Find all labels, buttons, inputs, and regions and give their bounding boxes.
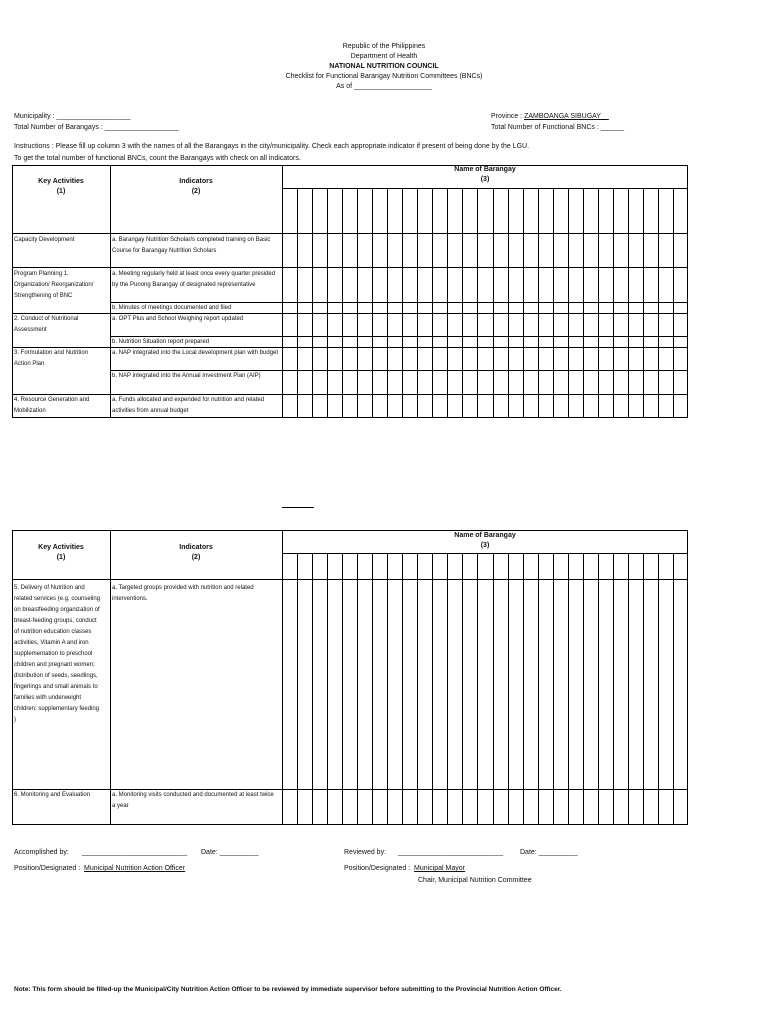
position-label-1: Position/Designated : Municipal Nutrition Action Officer xyxy=(14,865,186,872)
functional-bncs-field[interactable]: Total Number of Functional BNCs : ______ xyxy=(491,124,625,131)
separator-line xyxy=(282,507,314,508)
position-label-2: Position/Designated : Municipal Mayor xyxy=(344,865,466,872)
indicator-nap-aip: b. NAP integrated into the Annual Investment Plan (AIP) xyxy=(112,373,261,379)
barangay-column-divider xyxy=(372,188,373,418)
barangay-column-divider xyxy=(643,553,644,825)
barangay-column-divider xyxy=(387,553,388,825)
checklist-table-2 xyxy=(12,530,688,825)
activity-program-planning: Program Planning 1. Organization/ Reorganization/ Strengthening of BNC xyxy=(14,271,94,299)
key-activities-header-2: Key Activities (1) xyxy=(38,544,84,561)
barangay-column-divider xyxy=(297,188,298,418)
barangay-column-divider xyxy=(327,188,328,418)
barangay-column-divider xyxy=(598,188,599,418)
barangay-column-divider xyxy=(538,188,539,418)
barangay-column-divider xyxy=(447,553,448,825)
barangay-column-divider xyxy=(643,188,644,418)
barangay-column-divider xyxy=(613,188,614,418)
barangay-column-divider xyxy=(538,553,539,825)
position-value-2: Municipal Mayor xyxy=(414,865,466,872)
barangay-column-divider xyxy=(523,188,524,418)
indicators-header-2: Indicators (2) xyxy=(179,544,213,561)
barangay-column-divider xyxy=(387,188,388,418)
barangay-column-divider xyxy=(508,553,509,825)
barangay-column-divider xyxy=(342,188,343,418)
barangay-column-divider xyxy=(417,553,418,825)
activity-nutritional-assessment: 2. Conduct of Nutritional Assessment xyxy=(14,316,79,333)
barangay-column-divider xyxy=(583,188,584,418)
header-form-title: Checklist for Functional Barangay Nutrition Committees (BNCs) xyxy=(285,73,483,80)
barangay-column-divider xyxy=(447,188,448,418)
barangay-column-divider xyxy=(553,188,554,418)
barangay-column-divider xyxy=(568,553,569,825)
date-field-2[interactable]: Date: __________ xyxy=(520,849,578,856)
header-republic: Republic of the Philippines xyxy=(342,43,426,50)
indicator-bns-training: a. Barangay Nutrition Scholar/s completed training on Basic Course for Barangay Nutrition Scholars xyxy=(112,237,271,254)
barangay-column-divider xyxy=(357,188,358,418)
barangay-column-divider xyxy=(462,188,463,418)
header-block xyxy=(0,42,768,92)
position-sub-2: Chair, Municipal Nutrition Committee xyxy=(418,877,532,884)
barangay-column-divider xyxy=(628,188,629,418)
barangay-column-divider xyxy=(613,553,614,825)
reviewed-by-line[interactable]: ___________________________ xyxy=(398,849,504,856)
barangay-column-divider xyxy=(553,553,554,825)
barangay-column-divider xyxy=(402,188,403,418)
barangay-column-divider xyxy=(658,188,659,418)
indicators-header: Indicators (2) xyxy=(179,178,213,195)
indicator-situation-report: b. Nutrition Situation report prepared xyxy=(112,339,210,345)
barangay-column-divider xyxy=(402,553,403,825)
instructions-line-2: To get the total number of functional BNCs, count the Barangays with check on all indicators. xyxy=(14,155,301,162)
barangay-column-divider xyxy=(508,188,509,418)
barangay-column-divider xyxy=(583,553,584,825)
accomplished-by-line[interactable]: ___________________________ xyxy=(82,849,188,856)
barangay-column-divider xyxy=(372,553,373,825)
municipality-field[interactable]: Municipality : ___________________ xyxy=(14,113,131,120)
barangay-column-divider xyxy=(297,553,298,825)
header-department: Department of Health xyxy=(350,53,418,60)
barangay-column-divider xyxy=(417,188,418,418)
barangay-column-divider xyxy=(493,553,494,825)
barangay-header: Name of Barangay (3) xyxy=(454,166,516,183)
barangay-column-divider xyxy=(658,553,659,825)
barangay-column-divider xyxy=(312,188,313,418)
barangay-column-divider xyxy=(342,553,343,825)
barangay-column-divider xyxy=(523,553,524,825)
barangay-column-divider xyxy=(462,553,463,825)
activity-monitoring-evaluation: 6. Monitoring and Evaluation xyxy=(14,792,91,798)
barangay-column-divider xyxy=(673,188,674,418)
reviewed-by-label: Reviewed by: xyxy=(344,849,387,856)
activity-delivery-services: 5. Delivery of Nutrition and related services (e.g. counseling on breastfeeding organization of breast-feeding groups, conduct of nutrition education classes activities, Vitamin A and iron supplementation to preschool children and pregnant women; distribution of seeds, seedlings, fingerlings and small animals to families with underweight children; supplementary feeding ) xyxy=(14,585,101,723)
barangay-column-divider xyxy=(628,553,629,825)
total-barangays-field[interactable]: Total Number of Barangays : ___________________ xyxy=(14,124,179,131)
province-label: Province : xyxy=(491,113,525,120)
activity-nutrition-action-plan: 3. Formulation and Nutrition Action Plan xyxy=(14,350,89,367)
barangay-column-divider xyxy=(493,188,494,418)
barangay-column-divider xyxy=(568,188,569,418)
activity-capacity-development: Capacity Development xyxy=(14,237,75,243)
activity-resource-generation: 4. Resource Generation and Mobilization xyxy=(14,397,90,414)
header-council: NATIONAL NUTRITION COUNCIL xyxy=(329,63,439,70)
position-value-1: Municipal Nutrition Action Officer xyxy=(84,865,186,872)
indicator-funds-allocated: a. Funds allocated and expended for nutrition and related activities from annual budget xyxy=(112,397,265,414)
indicator-opt-plus: a. OPT Plus and School Weighing report updated xyxy=(112,316,244,322)
barangay-column-divider xyxy=(598,553,599,825)
header-as-of: As of ____________________ xyxy=(336,83,432,90)
indicator-regular-meeting: a. Meeting regularly held at least once every quarter presided by the Punong Barangay of designated representative xyxy=(112,271,276,288)
barangay-column-divider xyxy=(357,553,358,825)
barangay-column-divider xyxy=(477,188,478,418)
barangay-column-divider xyxy=(673,553,674,825)
accomplished-by-label: Accomplished by: xyxy=(14,849,69,856)
province-field[interactable] xyxy=(491,112,609,121)
barangay-column-divider xyxy=(477,553,478,825)
province-value: ZAMBOANGA SIBUGAY xyxy=(524,113,601,120)
barangay-header-2: Name of Barangay (3) xyxy=(454,532,516,549)
footer-note: Note: This form should be filled-up the Municipal/City Nutrition Action Officer to be reviewed by immediate supervisor before submitting to the Provincial Nutrition Action Officer. xyxy=(14,986,562,993)
indicator-minutes: b. Minutes of meetings documented and filed xyxy=(112,305,232,311)
indicator-targeted-groups: a. Targeted groups provided with nutrition and related interventions. xyxy=(112,585,254,602)
indicator-monitoring-visits: a. Monitoring visits conducted and documented at least twice a year xyxy=(112,792,274,809)
barangay-column-divider xyxy=(432,188,433,418)
barangay-column-divider xyxy=(432,553,433,825)
barangay-column-divider xyxy=(312,553,313,825)
barangay-column-divider xyxy=(327,553,328,825)
key-activities-header: Key Activities (1) xyxy=(38,178,84,195)
date-field-1[interactable]: Date: __________ xyxy=(201,849,259,856)
instructions-line-1: Instructions : Please fill up column 3 with the names of all the Barangays in the city/municipality. Check each appropriate indicator if present of being done by the LGU. xyxy=(14,143,530,150)
province-tail: __ xyxy=(600,113,609,120)
indicator-nap-local-plan: a. NAP integrated into the Local development plan with budget xyxy=(112,350,278,356)
